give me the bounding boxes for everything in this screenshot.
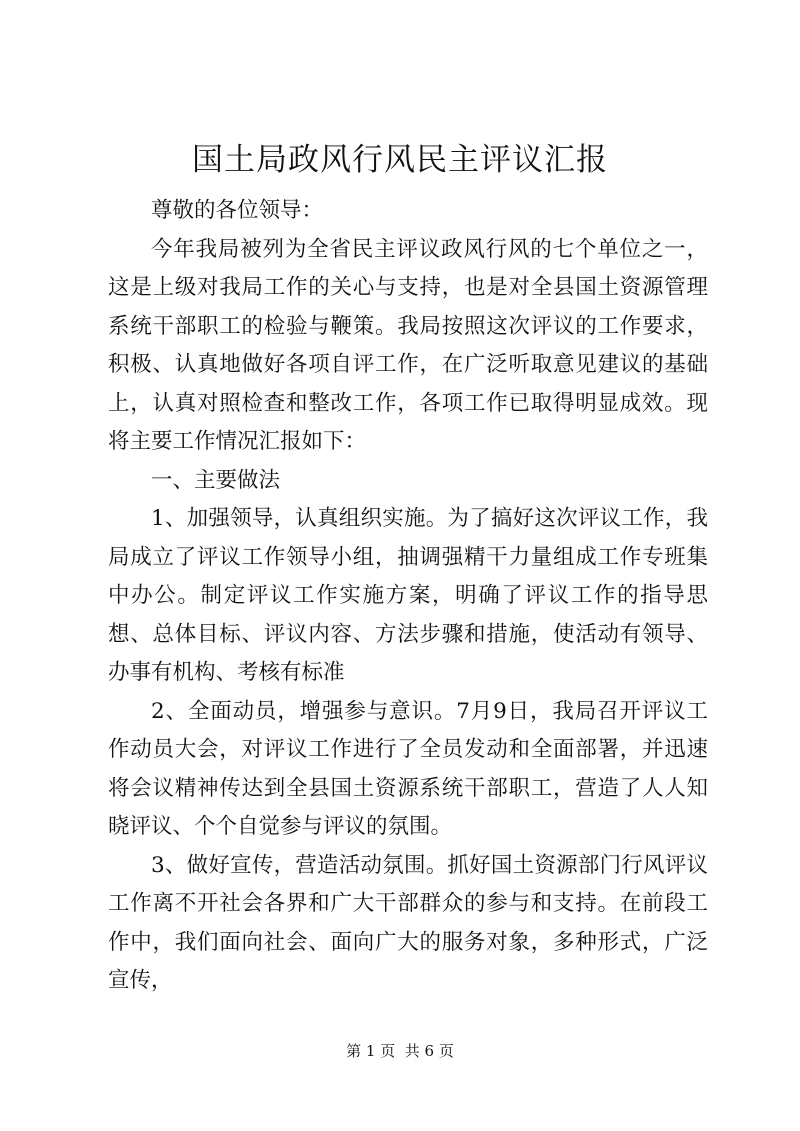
salutation-paragraph: 尊敬的各位领导： (151, 198, 324, 223)
page-number-label: 第 1 页 共 6 页 (346, 1042, 454, 1060)
item-2-paragraph: 2、全面动员，增强参与意识。7月9日，我局召开评议工作动员大会，对评议工作进行了全员发动和全面部署，并迅速将会议精神传达到全县国土资源系统干部职工，营造了人人知晓评议、个个自觉参与评议的氛围。 (108, 698, 708, 839)
section-heading: 一、主要做法 (151, 467, 281, 493)
intro-paragraph: 今年我局被列为全省民主评议政风行风的七个单位之一，这是上级对我局工作的关心与支持，也是对全县国土资源管理系统干部职工的检验与鞭策。我局按照这次评议的工作要求，积极、认真地做好各项自评工作，在广泛听取意见建议的基础上，认真对照检查和整改工作，各项工作已取得明显成效。现将主要工作情况汇报如下： (108, 236, 708, 454)
document-body (108, 192, 708, 1001)
page-footer (0, 1041, 800, 1061)
item-3-paragraph: 3、做好宣传，营造活动氛围。抓好国土资源部门行风评议工作离不开社会各界和广大干部群众的参与和支持。在前段工作中，我们面向社会、面向广大的服务对象，多种形式，广泛宣传， (108, 852, 708, 993)
item-1-paragraph: 1、加强领导，认真组织实施。为了搞好这次评议工作，我局成立了评议工作领导小组，抽调强精干力量组成工作专班集中办公。制定评议工作实施方案，明确了评议工作的指导思想、总体目标、评议内容、方法步骤和措施，使活动有领导、办事有机构、考核有标准 (108, 506, 708, 685)
document-title: 国土局政风行风民主评议汇报 (192, 142, 608, 178)
